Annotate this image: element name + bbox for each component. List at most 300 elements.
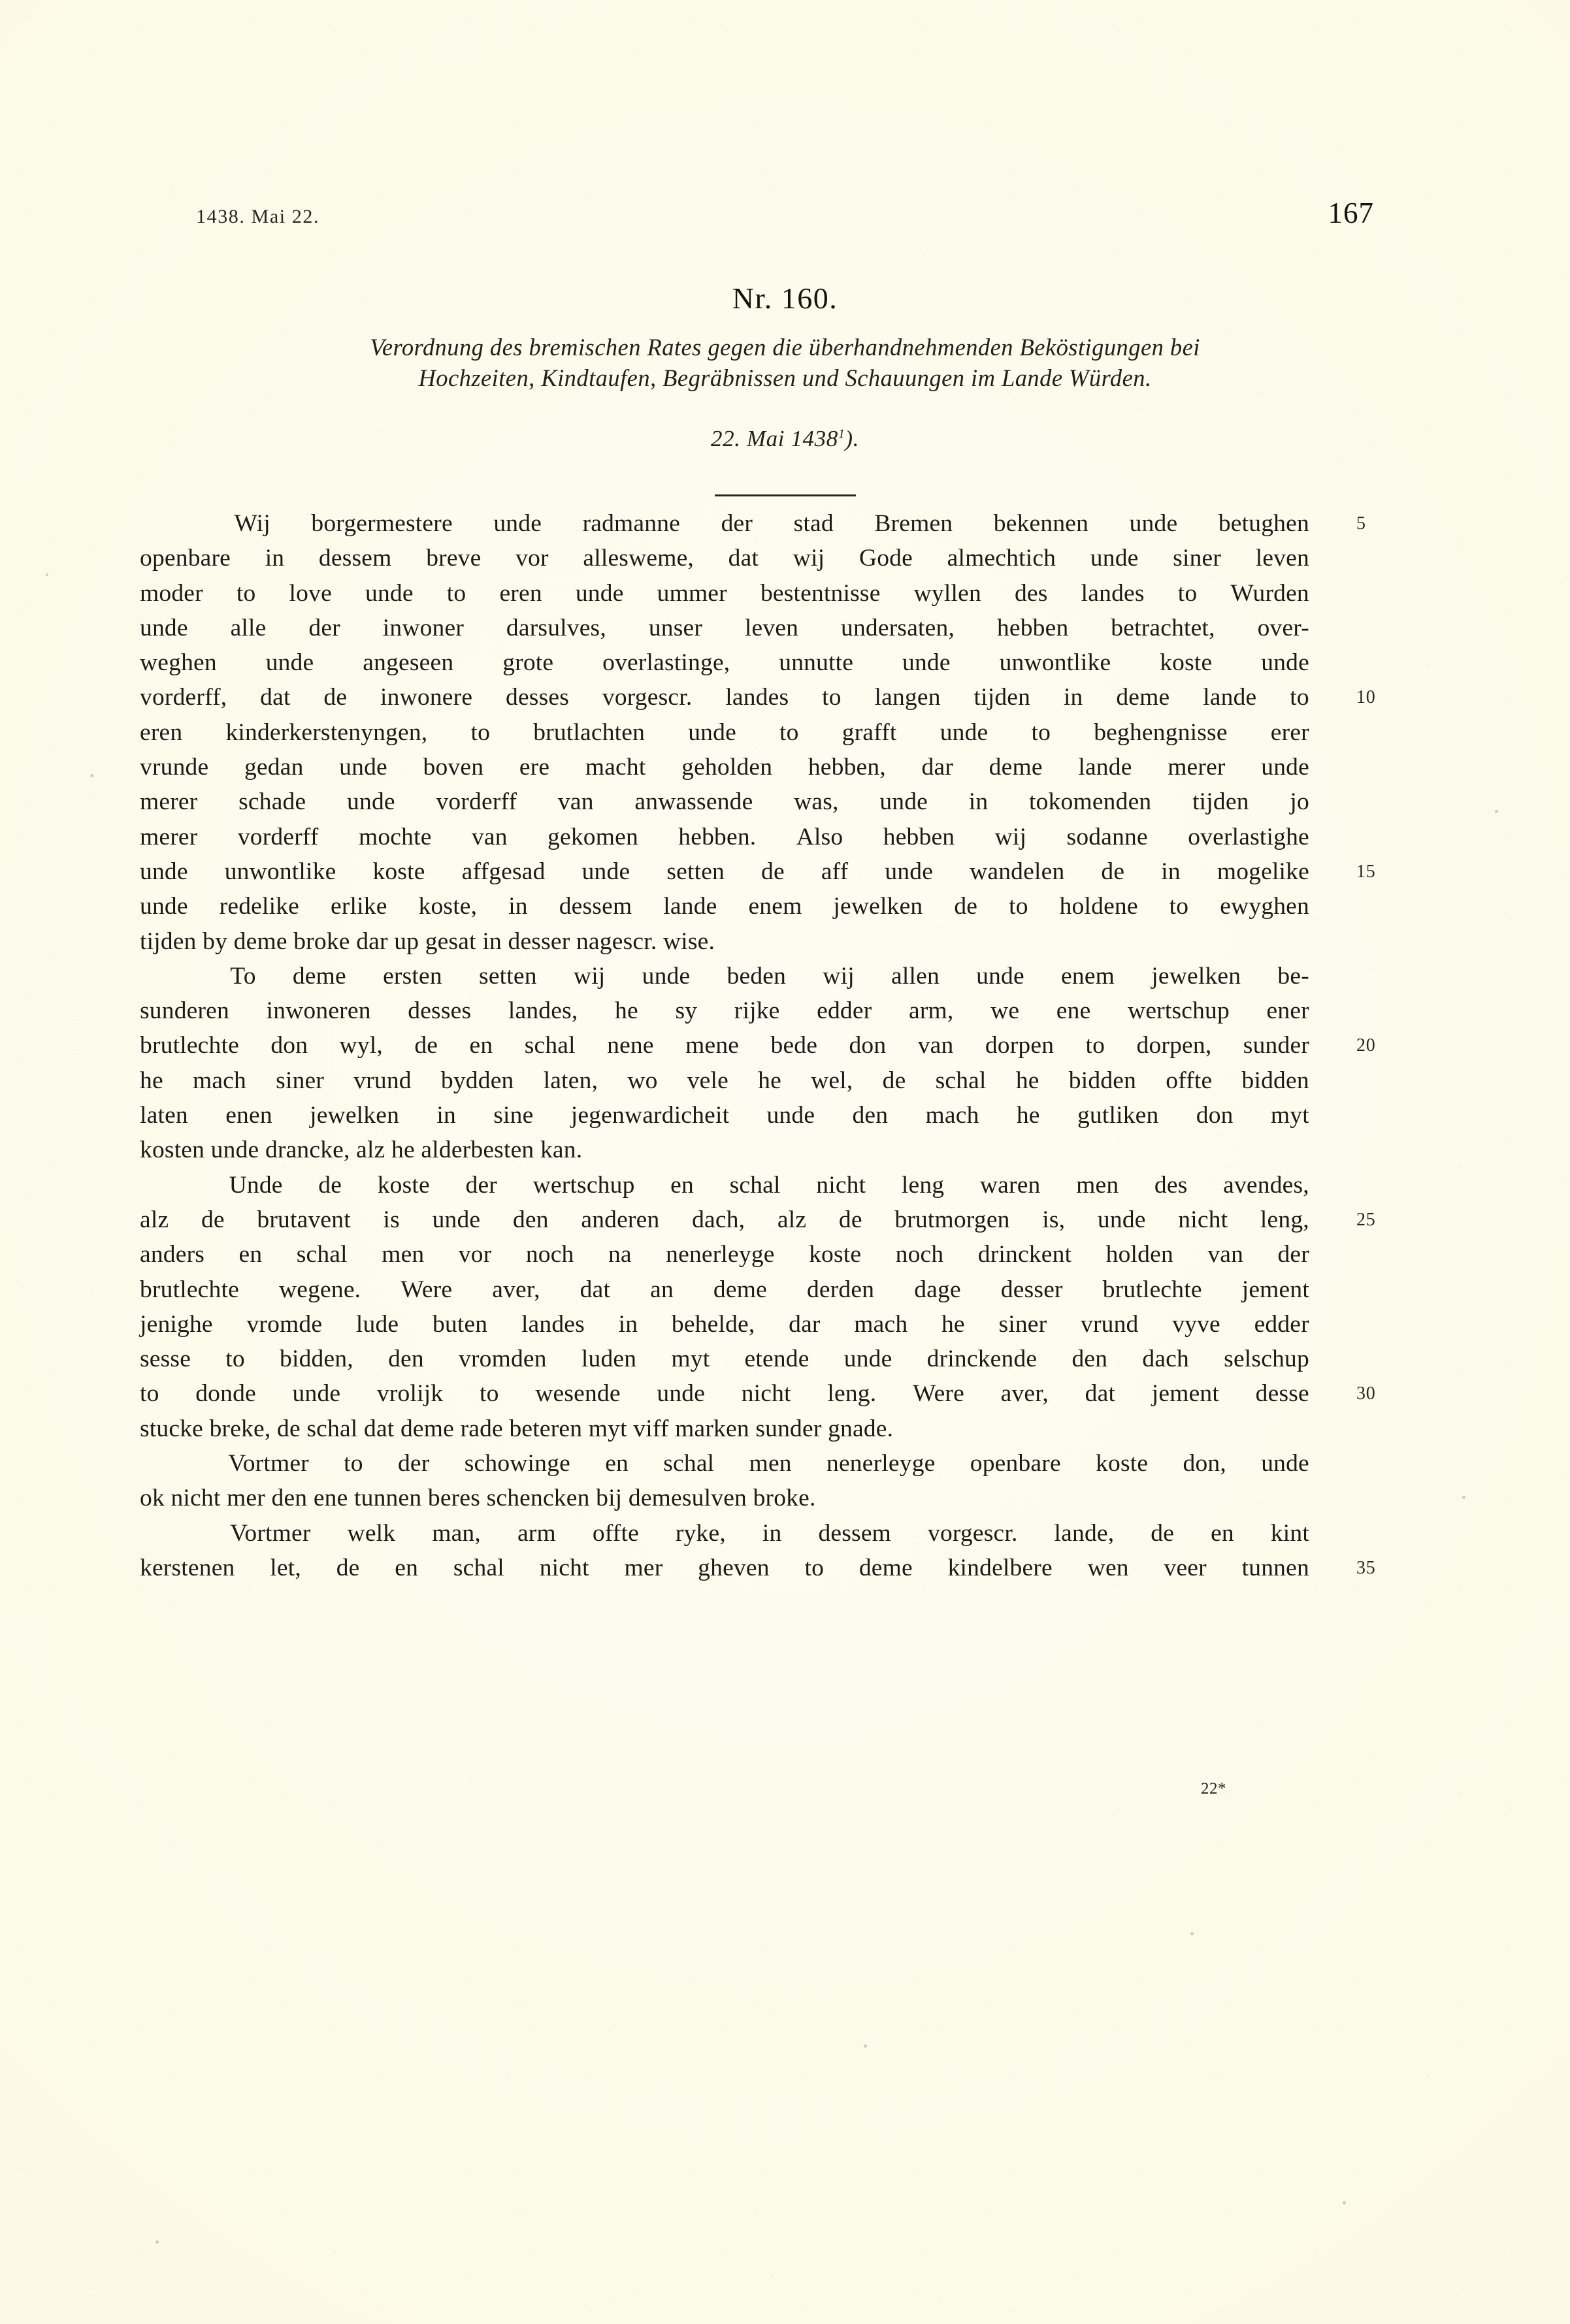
word: jewelken (1151, 962, 1241, 990)
text-line-content (140, 1202, 1309, 1237)
word: gheven (698, 1554, 770, 1581)
word: dessem (318, 545, 392, 572)
word: jement (1151, 1380, 1219, 1408)
document-dateline (0, 426, 1570, 452)
word: beden (727, 962, 787, 990)
word: stad (793, 510, 834, 537)
text-line-content (140, 1272, 1309, 1307)
text-line (140, 611, 1309, 645)
word: betughen (1218, 510, 1309, 537)
word: ok nicht mer den ene tunnen beres schencken bij demesulven broke. (140, 1485, 816, 1512)
word: inwoneren (266, 997, 371, 1025)
word: landes (725, 684, 789, 711)
text-line (140, 1342, 1309, 1376)
word: en (1211, 1519, 1234, 1547)
word: to (344, 1450, 363, 1477)
word: bidden (1068, 1067, 1137, 1094)
margin-line-number: 30 (1356, 1383, 1376, 1404)
word: jo (1290, 788, 1309, 816)
word: dat (260, 684, 291, 711)
word: in (1063, 684, 1083, 711)
word: is (383, 1206, 400, 1233)
word: unde (657, 1380, 706, 1408)
word: vromden (459, 1346, 547, 1373)
word: nene (607, 1032, 654, 1059)
word: unwontlike (999, 649, 1111, 677)
word: ryke, (675, 1519, 726, 1547)
word: merer (1168, 754, 1226, 781)
paper-fleck (1343, 2201, 1346, 2204)
paper-fleck (1495, 810, 1498, 813)
word: unde (843, 1346, 892, 1373)
word: wel, (811, 1067, 853, 1094)
word: nicht (1178, 1206, 1228, 1233)
word: aver, (492, 1276, 540, 1303)
word: unde (493, 510, 542, 537)
word: lande (663, 893, 717, 920)
text-line (140, 1098, 1309, 1133)
word: to (1031, 718, 1051, 746)
word: van (917, 1032, 954, 1059)
word: vor (458, 1241, 492, 1268)
word: koste, (418, 893, 478, 920)
subtitle-line-1: Verordnung des bremischen Rates gegen die überhandnehmenden Beköstigungen bei (370, 334, 1200, 361)
paragraph-indent (140, 506, 193, 541)
word: lande (1078, 754, 1132, 781)
word: he (758, 1067, 781, 1094)
word: unde (940, 718, 989, 746)
text-line (140, 854, 1376, 889)
margin-line-number: 10 (1356, 687, 1376, 708)
margin-line-number: 35 (1356, 1557, 1376, 1578)
word: de (882, 1067, 906, 1094)
word: mach (854, 1310, 908, 1338)
word: vele (687, 1067, 728, 1094)
word: lande (1203, 684, 1257, 711)
text-line (140, 1272, 1309, 1307)
word: tokomenden (1028, 788, 1152, 816)
word: overlastinge, (602, 649, 730, 677)
word: en (469, 1032, 493, 1059)
word: unde (365, 579, 414, 607)
word: anwassende (634, 788, 753, 816)
text-line-content (140, 889, 1309, 924)
word: he (941, 1310, 965, 1338)
word: der (308, 614, 340, 641)
word: koste (809, 1241, 862, 1268)
text-line-content (140, 750, 1309, 784)
word: Also (796, 823, 843, 850)
word: landes, (508, 997, 578, 1025)
text-line (140, 924, 1309, 959)
word: jewelken (833, 893, 923, 920)
word: dar (789, 1310, 821, 1338)
word: enem (1061, 962, 1115, 990)
word: vyve (1172, 1310, 1220, 1338)
word: erlike (330, 893, 387, 920)
word: avendes, (1223, 1171, 1309, 1199)
word: koste (1096, 1450, 1149, 1477)
word: eren (499, 579, 542, 607)
word: en (395, 1554, 419, 1581)
text-line (140, 889, 1309, 924)
paper-fleck (864, 2044, 867, 2048)
word: nenerleyge (826, 1450, 936, 1477)
word: der (397, 1450, 430, 1477)
word: jewelken (310, 1102, 400, 1129)
word: brutlechte (140, 1276, 239, 1303)
word: edder (817, 997, 872, 1025)
word: drinckent (977, 1241, 1072, 1268)
paper-fleck (90, 774, 93, 777)
word: langen (874, 684, 941, 711)
word: unde (1261, 649, 1309, 677)
text-line (140, 506, 1366, 541)
word: vorderff (436, 788, 517, 816)
word: moder (140, 579, 203, 607)
word: unde (339, 754, 387, 781)
word: to (822, 684, 842, 711)
word: don (849, 1032, 887, 1059)
word: schal (663, 1450, 715, 1477)
word: de (201, 1206, 225, 1233)
word: hebben (996, 614, 1069, 641)
word: koste (377, 1171, 430, 1199)
word: wo (627, 1067, 658, 1094)
word: myt (671, 1346, 710, 1373)
text-line (140, 645, 1309, 680)
word: unde (140, 893, 188, 920)
word: in (265, 545, 285, 572)
word: ewyghen (1220, 893, 1309, 920)
word: der (721, 510, 753, 537)
word: Were (401, 1276, 453, 1303)
word: unde (688, 718, 736, 746)
text-line-content (140, 854, 1309, 889)
word: de (1151, 1519, 1175, 1547)
text-line-content (140, 645, 1309, 680)
word: selschup (1224, 1346, 1309, 1373)
word: brutlechte (1102, 1276, 1202, 1303)
word: boven (423, 754, 484, 781)
text-line-content (140, 1481, 1309, 1515)
word: wyl, (339, 1032, 383, 1059)
word: deme (1116, 684, 1170, 711)
word: noch (525, 1241, 574, 1268)
word: brutlachten (533, 718, 646, 746)
word: anders (140, 1241, 205, 1268)
text-line-content (140, 1412, 1309, 1446)
text-line-content (140, 1028, 1309, 1063)
document-subtitle (127, 332, 1443, 394)
word: To (230, 962, 256, 990)
text-line-content (140, 715, 1309, 750)
word: holdene (1059, 893, 1138, 920)
word: to (225, 1346, 245, 1373)
text-line-content (140, 1098, 1309, 1133)
text-line-content (140, 1342, 1309, 1376)
text-line-content (140, 784, 1309, 819)
word: siner (276, 1067, 325, 1094)
word: holden (1105, 1241, 1173, 1268)
word: vrund (1081, 1310, 1139, 1338)
footnote-marker: 1 (838, 427, 845, 442)
paper-fleck (46, 573, 48, 576)
word: unde (292, 1380, 341, 1408)
word: merer (140, 823, 198, 850)
word: offte (1166, 1067, 1213, 1094)
word: wesende (535, 1380, 621, 1408)
word: derden (806, 1276, 875, 1303)
word: Wurden (1230, 579, 1309, 607)
word: in (968, 788, 989, 816)
word: wij (823, 962, 855, 990)
word: den (852, 1102, 889, 1129)
text-line (140, 993, 1309, 1028)
word: waren (979, 1171, 1041, 1199)
word: den (512, 1206, 549, 1233)
word: lande, (1054, 1519, 1115, 1547)
word: Were (912, 1380, 964, 1408)
word: der (465, 1171, 497, 1199)
text-line-content (140, 959, 1309, 993)
word: leng, (1260, 1206, 1309, 1233)
word: angeseen (363, 649, 454, 677)
word: welk (347, 1519, 396, 1547)
word: desses (408, 997, 472, 1025)
word: we (990, 997, 1020, 1025)
word: leven (1255, 545, 1309, 572)
word: gedan (244, 754, 304, 781)
word: breve (426, 545, 482, 572)
word: mochte (358, 823, 432, 850)
word: en (670, 1171, 694, 1199)
word: sunderen (140, 997, 229, 1025)
word: leven (744, 614, 799, 641)
word: der (1277, 1241, 1309, 1268)
word: men (1076, 1171, 1119, 1199)
word: nicht (816, 1171, 866, 1199)
margin-line-number: 5 (1356, 513, 1366, 534)
word: deme (292, 962, 346, 990)
text-line (140, 1202, 1376, 1237)
word: laten (140, 1102, 188, 1129)
word: vromde (246, 1310, 323, 1338)
word: weghen (140, 649, 217, 677)
word: setten (666, 858, 725, 885)
word: vorderff, (140, 684, 227, 711)
word: in (618, 1310, 638, 1338)
text-line (140, 715, 1309, 750)
word: dat (580, 1276, 611, 1303)
paragraph-indent (140, 1516, 193, 1551)
word: landes (1081, 579, 1145, 607)
word: de (761, 858, 785, 885)
word: inwoner (382, 614, 465, 641)
text-line-content (140, 1307, 1309, 1342)
word: dach (1142, 1346, 1189, 1373)
word: unde (642, 962, 691, 990)
word: in (762, 1519, 782, 1547)
word: ere (519, 754, 550, 781)
word: anderen (581, 1206, 660, 1233)
word: he (140, 1067, 163, 1094)
signature-mark: 22* (1201, 1780, 1226, 1798)
word: desses (506, 684, 570, 711)
word: schal (296, 1241, 348, 1268)
word: schal (453, 1554, 504, 1581)
word: to (1009, 893, 1028, 920)
word: undersaten, (841, 614, 955, 641)
word: ene (1056, 997, 1091, 1025)
word: myt (1270, 1102, 1309, 1129)
word: kinderkerstenyngen, (225, 718, 428, 746)
word: desse (1255, 1380, 1309, 1408)
text-line-content (140, 576, 1309, 611)
word: vrolijk (376, 1380, 444, 1408)
word: sodanne (1066, 823, 1148, 850)
word: man, (432, 1519, 481, 1547)
text-line-content (140, 1237, 1309, 1272)
word: mach (192, 1067, 246, 1094)
word: wertschup (532, 1171, 635, 1199)
word: siner (998, 1310, 1047, 1338)
word: allen (891, 962, 940, 990)
word: he (1015, 1067, 1039, 1094)
word: des (1154, 1171, 1188, 1199)
word: na (608, 1241, 632, 1268)
word: was, (794, 788, 839, 816)
word: mogelike (1217, 858, 1309, 885)
word: koste (372, 858, 425, 885)
word: Wij (234, 510, 270, 537)
word: Vortmer (229, 1519, 311, 1547)
word: etende (744, 1346, 810, 1373)
word: noch (895, 1241, 944, 1268)
margin-line-number: 15 (1356, 861, 1376, 882)
word: don (270, 1032, 308, 1059)
word: unser (648, 614, 703, 641)
text-line-content (140, 993, 1309, 1028)
word: drinckende (926, 1346, 1038, 1373)
word: van (1207, 1241, 1244, 1268)
word: mene (685, 1032, 740, 1059)
word: overlastighe (1188, 823, 1309, 850)
text-line (140, 680, 1376, 715)
word: to (1169, 893, 1189, 920)
word: schal (935, 1067, 987, 1094)
word: deme (713, 1276, 767, 1303)
text-line (140, 1307, 1309, 1342)
word: inwonere (380, 684, 473, 711)
word: erer (1270, 718, 1309, 746)
word: vrunde (140, 754, 209, 781)
word: siner (1173, 545, 1222, 572)
word: de (336, 1554, 360, 1581)
word: borgermestere (311, 510, 453, 537)
subtitle-line-2: Hochzeiten, Kindtaufen, Begräbnissen und Schauungen im Lande Würden. (418, 364, 1152, 392)
word: desser (1000, 1276, 1063, 1303)
word: deme (859, 1554, 913, 1581)
paragraph-indent (140, 959, 193, 993)
word: mach (925, 1102, 979, 1129)
word: tijden by deme broke dar up gesat in desser nagescr. wise. (140, 928, 715, 955)
word: luden (581, 1346, 637, 1373)
word: to (446, 579, 466, 607)
word: beghengnisse (1094, 718, 1228, 746)
word: hebben, (808, 754, 886, 781)
word: bydden (440, 1067, 514, 1094)
margin-line-number: 20 (1356, 1035, 1376, 1056)
text-line (140, 1551, 1376, 1585)
word: sy (675, 997, 698, 1025)
word: laten, (543, 1067, 598, 1094)
paragraph-indent (140, 1446, 193, 1481)
word: de (838, 1206, 862, 1233)
word: jement (1241, 1276, 1309, 1303)
word: dage (914, 1276, 961, 1303)
word: wegene. (278, 1276, 361, 1303)
word: to (1177, 579, 1198, 607)
word: vorgescr. (928, 1519, 1018, 1547)
word: unde (575, 579, 624, 607)
word: aff (821, 858, 849, 885)
word: affgesad (461, 858, 546, 885)
word: mer (624, 1554, 663, 1581)
word: dar (921, 754, 954, 781)
word: unde (1261, 754, 1309, 781)
word: den (1071, 1346, 1108, 1373)
word: arm (517, 1519, 556, 1547)
word: eren (140, 718, 183, 746)
word: veer (1164, 1554, 1207, 1581)
word: geholden (681, 754, 773, 781)
word: wen (1087, 1554, 1129, 1581)
word: van (471, 823, 508, 850)
word: tijden (1192, 788, 1249, 816)
word: to (236, 579, 256, 607)
word: in (508, 893, 528, 920)
word: Unde (229, 1171, 283, 1199)
heading-divider-rule (715, 494, 856, 496)
word: in (1161, 858, 1181, 885)
word: gutliken (1077, 1102, 1159, 1129)
word: unde (766, 1102, 815, 1129)
word: de (323, 684, 348, 711)
document-number-heading: Nr. 160. (732, 282, 838, 315)
word: hebben (883, 823, 955, 850)
word: schal (729, 1171, 781, 1199)
word: bekennen (993, 510, 1089, 537)
word: wij (793, 545, 825, 572)
word: kindelbere (947, 1554, 1053, 1581)
word: brutmorgen (894, 1206, 1010, 1233)
word: unde (140, 614, 188, 641)
word: landes (521, 1310, 585, 1338)
word: betrachtet, (1111, 614, 1215, 641)
word: almechtich (947, 545, 1056, 572)
word: gekomen (548, 823, 638, 850)
word: wertschup (1128, 997, 1230, 1025)
word: unde (347, 788, 395, 816)
word: donde (195, 1380, 256, 1408)
word: unde (1261, 1450, 1309, 1477)
word: koste (1160, 649, 1213, 677)
word: jegenwardicheit (570, 1102, 730, 1129)
word: nicht (741, 1380, 791, 1408)
word: men (382, 1241, 425, 1268)
word: buten (432, 1310, 488, 1338)
